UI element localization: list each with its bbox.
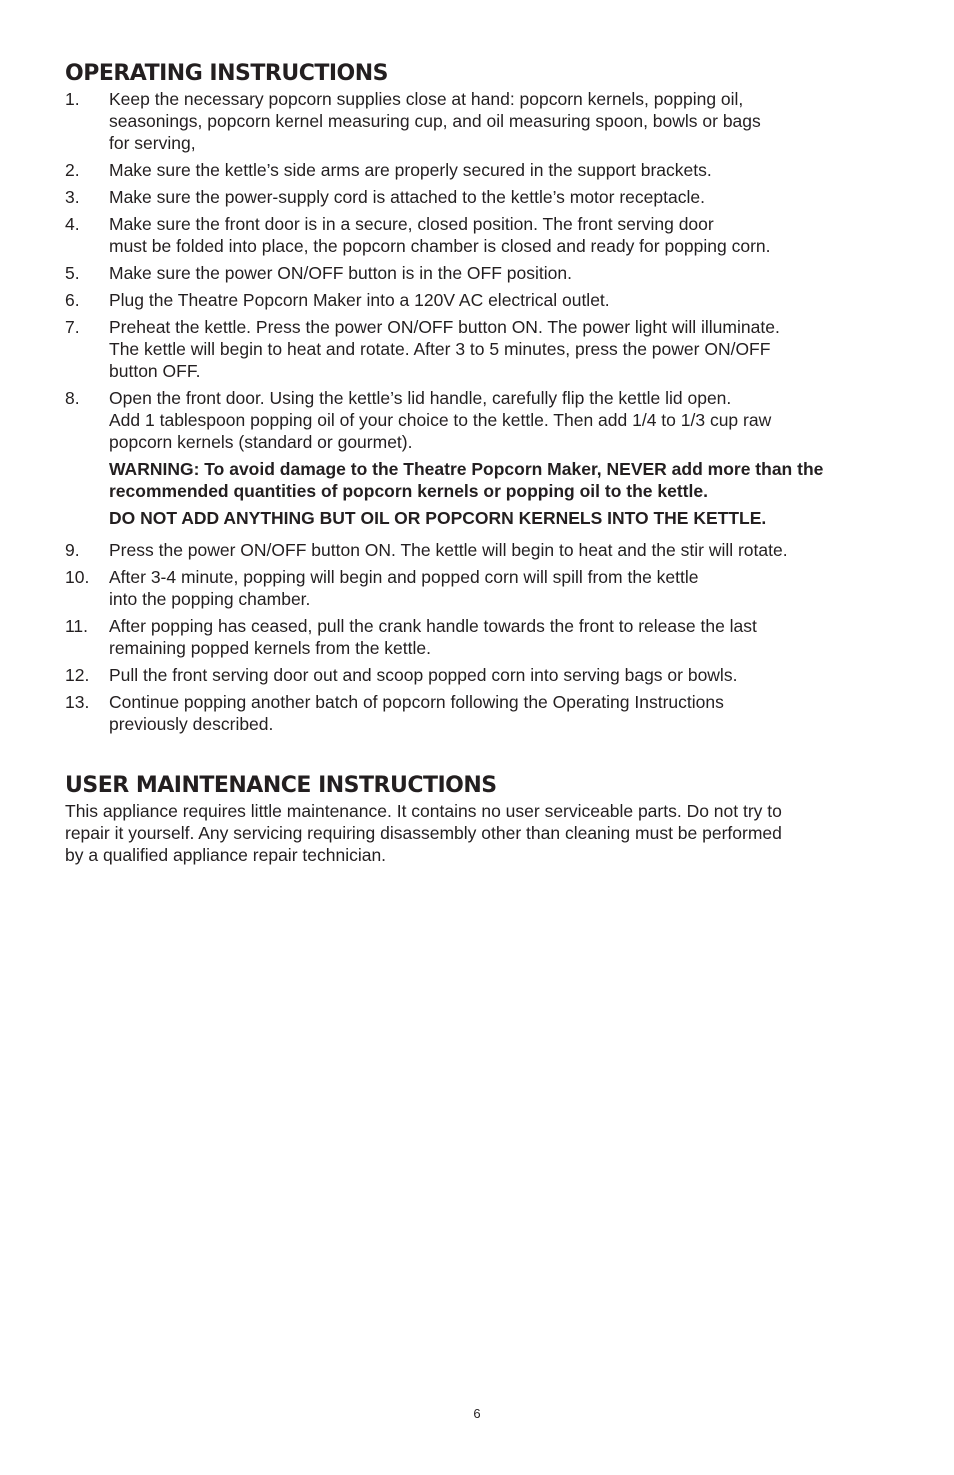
step-text: Press the power ON/OFF button ON. The kettle will begin to heat and the stir will rotate. xyxy=(109,540,788,560)
step-item xyxy=(65,664,880,686)
step-item xyxy=(65,289,880,311)
step-text: Pull the front serving door out and scoop popped corn into serving bags or bowls. xyxy=(109,665,738,685)
step-number: 1. xyxy=(65,89,80,109)
page-content xyxy=(65,60,880,866)
maintenance-heading: USER MAINTENANCE INSTRUCTIONS xyxy=(65,773,497,798)
step-number: 7. xyxy=(65,317,80,337)
step-item xyxy=(65,387,880,534)
step-text: After popping has ceased, pull the crank handle towards the front to release the last remaining popped kernels from the kettle. xyxy=(109,616,757,658)
maintenance-text: This appliance requires little maintenance. It contains no user serviceable parts. Do not try to repair it yourself. Any servicing requiring disassembly other than cleaning must be performed by a qualified appliance repair technician. xyxy=(65,801,782,865)
step-body xyxy=(109,387,880,534)
step-item xyxy=(65,159,880,181)
step-text: Preheat the kettle. Press the power ON/OFF button ON. The power light will illuminate. The kettle will begin to heat and rotate. After 3 to 5 minutes, press the power ON/OFF button OFF. xyxy=(109,317,780,381)
step-number: 11. xyxy=(65,616,89,636)
step-text: Make sure the kettle’s side arms are properly secured in the support brackets. xyxy=(109,160,712,180)
operating-steps-list xyxy=(65,88,880,735)
operating-instructions-heading: OPERATING INSTRUCTIONS xyxy=(65,61,388,86)
step-number: 5. xyxy=(65,263,80,283)
step-item xyxy=(65,316,880,382)
page-number: 6 xyxy=(473,1406,481,1421)
step-number: 10. xyxy=(65,567,90,587)
step-text: Make sure the front door is in a secure, closed position. The front serving door must be folded into place, the popcorn chamber is closed and ready for popping corn. xyxy=(109,214,771,256)
step-number: 8. xyxy=(65,388,80,408)
step-number: 12. xyxy=(65,665,90,685)
step-text: Open the front door. Using the kettle’s lid handle, carefully flip the kettle lid open. Add 1 tablespoon popping oil of your choice to the kettle. Then add 1/4 to 1/3 cup raw popcorn kernels (standard or gourmet). xyxy=(109,388,772,452)
step-number: 3. xyxy=(65,187,80,207)
step-number: 13. xyxy=(65,692,90,712)
step-item xyxy=(65,539,880,561)
step-number: 9. xyxy=(65,540,80,560)
warning-block xyxy=(109,458,880,529)
warning-caps-text: DO NOT ADD ANYTHING BUT OIL OR POPCORN KERNELS INTO THE KETTLE. xyxy=(109,508,767,528)
step-number: 4. xyxy=(65,214,80,234)
step-item xyxy=(65,213,880,257)
step-text: Make sure the power-supply cord is attached to the kettle’s motor receptacle. xyxy=(109,187,705,207)
step-item xyxy=(65,262,880,284)
step-text: After 3-4 minute, popping will begin and popped corn will spill from the kettle into the popping chamber. xyxy=(109,567,699,609)
step-number: 6. xyxy=(65,290,80,310)
step-item xyxy=(65,88,880,154)
warning-text: WARNING: To avoid damage to the Theatre Popcorn Maker, NEVER add more than the recommended quantities of popcorn kernels or popping oil to the kettle. xyxy=(109,459,824,501)
step-text: Continue popping another batch of popcorn following the Operating Instructions previously described. xyxy=(109,692,724,734)
step-text: Keep the necessary popcorn supplies close at hand: popcorn kernels, popping oil, seasonings, popcorn kernel measuring cup, and oil measuring spoon, bowls or bags for serving, xyxy=(109,89,761,153)
step-text: Plug the Theatre Popcorn Maker into a 120V AC electrical outlet. xyxy=(109,290,610,310)
step-item xyxy=(65,691,880,735)
step-item xyxy=(65,566,880,610)
step-number: 2. xyxy=(65,160,80,180)
step-item xyxy=(65,615,880,659)
step-item xyxy=(65,186,880,208)
step-text: Make sure the power ON/OFF button is in the OFF position. xyxy=(109,263,572,283)
